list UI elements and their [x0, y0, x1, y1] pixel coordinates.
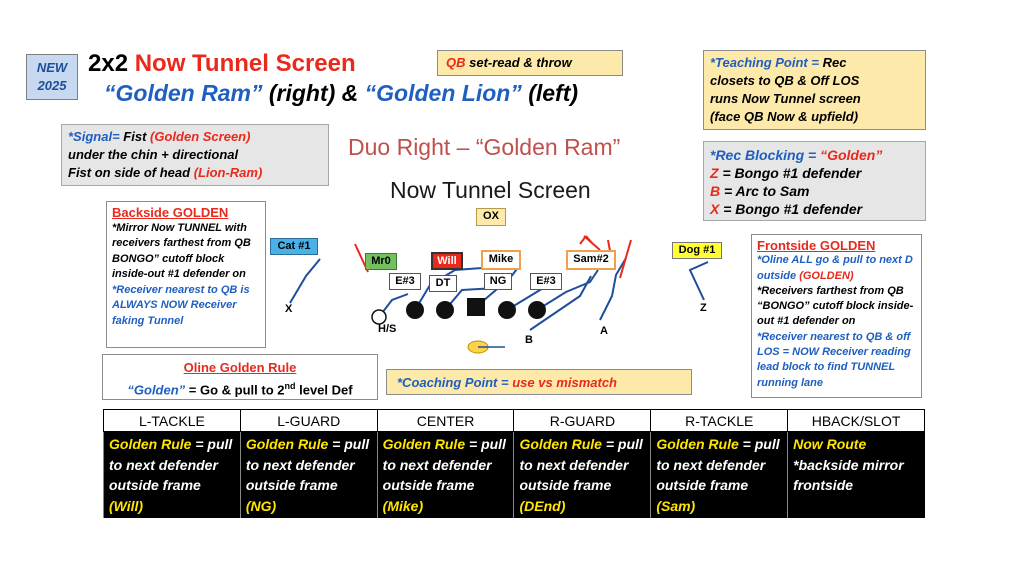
lt-circle: [406, 301, 424, 319]
oline-rule-sup: nd: [284, 381, 296, 391]
coaching-point-text: use vs mismatch: [512, 375, 617, 390]
cell-target: (Mike): [382, 497, 424, 514]
coaching-point-label: *Coaching Point =: [397, 375, 509, 390]
table-cell: [104, 432, 241, 519]
def-line-right: [620, 240, 631, 278]
cell-target: (NG): [245, 497, 277, 514]
table-header: R-TACKLE: [651, 410, 788, 432]
z-receiver-label: Z: [700, 302, 707, 314]
teaching-point-text3: runs Now Tunnel screen: [710, 91, 861, 106]
table-header-row: [104, 410, 925, 432]
formation-title: Duo Right – “Golden Ram”: [348, 134, 621, 160]
rec-z-key: Z: [710, 165, 719, 181]
play-subtitle: Now Tunnel Screen: [390, 177, 591, 203]
cell-target: (DEnd): [519, 497, 566, 514]
title-play-name: Now Tunnel Screen: [134, 50, 356, 77]
frontside-text2: *Receivers farthest from QB “BONGO” cutoff block inside-out #1 defender on: [757, 284, 914, 328]
cell-rest: = pull to next defender outside frame: [382, 436, 506, 493]
a-label: A: [600, 325, 608, 337]
title-lion-side: (left): [528, 80, 579, 106]
oline-rule-header: Oline Golden Rule: [183, 360, 297, 375]
badge-line2: 2025: [37, 78, 67, 93]
frontside-text1: *Oline ALL go & pull to next D outside: [757, 254, 913, 282]
e3-left-label: E#3: [389, 273, 421, 290]
title-ram-side: (right) &: [268, 80, 359, 106]
table-cell: [788, 432, 925, 519]
rec-blocking-label: *Rec Blocking =: [710, 147, 817, 163]
cell-target: (Will): [109, 497, 144, 514]
rec-b-key: B: [710, 183, 721, 199]
cell-rule: Now Route: [793, 436, 867, 452]
offensive-line: [406, 298, 546, 319]
signal-lion-ram: (Lion-Ram): [193, 165, 263, 180]
cell-rule: Golden Rule: [519, 436, 602, 452]
cell-rule: Golden Rule: [245, 436, 329, 452]
oline-rule-text2: level Def: [295, 382, 353, 398]
signal-line2: under the chin + directional: [68, 147, 239, 162]
cell-rule: Golden Rule: [382, 436, 466, 452]
oline-rule-golden: “Golden”: [127, 382, 186, 398]
rec-blocking-golden: “Golden”: [820, 147, 883, 163]
sam-label: Sam#2: [566, 250, 616, 270]
cell-rest: = pull to next defender outside frame: [109, 436, 233, 493]
cell-rule: Golden Rule: [656, 436, 739, 452]
table-header: CENTER: [377, 410, 514, 432]
rt-circle: [528, 301, 546, 319]
z-route: [690, 262, 708, 300]
will-label: Will: [431, 252, 463, 270]
rec-x-key: X: [710, 201, 720, 217]
table-row: [104, 432, 925, 519]
e3-right-label: E#3: [530, 273, 562, 290]
title-ram: “Golden Ram”: [104, 80, 263, 106]
table-header: R-GUARD: [514, 410, 651, 432]
mr0-label: Mr0: [365, 253, 397, 270]
backside-text1: *Mirror Now TUNNEL with receivers farthest from QB BONGO” cutoff block inside-out #1 defender on: [112, 221, 251, 280]
center-square: [467, 298, 485, 316]
ng-label: NG: [484, 273, 512, 290]
title-prefix: 2x2: [88, 50, 129, 77]
rec-b-text: = Arc to Sam: [724, 183, 810, 199]
qb-note-text: set-read & throw: [469, 55, 572, 70]
table-cell: [240, 432, 377, 519]
x-route: [290, 259, 320, 303]
x-receiver-label: X: [285, 303, 293, 315]
backside-header: Backside GOLDEN: [112, 205, 229, 220]
badge-line1: NEW: [36, 60, 68, 75]
oline-rule-text: = Go & pull to 2: [188, 382, 285, 398]
cell-rule: Golden Rule: [109, 436, 192, 452]
dt-label: DT: [429, 275, 457, 292]
teaching-point-text4: (face QB Now & upfield): [710, 109, 859, 124]
cell-rest: = pull to next defender outside frame: [656, 436, 780, 493]
cell-target: (Sam): [656, 497, 696, 514]
hs-circle: [372, 310, 386, 324]
rec-z-text: = Bongo #1 defender: [722, 165, 862, 181]
teaching-point-text1: Rec: [822, 55, 847, 70]
backside-text2: *Receiver nearest to QB is ALWAYS NOW Receiver faking Tunnel: [112, 283, 250, 327]
dog-label: Dog #1: [672, 242, 722, 259]
rg-circle: [498, 301, 516, 319]
teaching-point-text2: closets to QB & Off LOS: [710, 73, 860, 88]
b-label: B: [525, 334, 533, 346]
rec-x-text: = Bongo #1 defender: [723, 201, 863, 217]
signal-screen: (Golden Screen): [150, 129, 251, 144]
signal-line3: Fist on side of head: [68, 165, 191, 180]
table-cell: [377, 432, 514, 519]
frontside-golden: (GOLDEN): [799, 269, 854, 282]
table-header: L-TACKLE: [104, 410, 241, 432]
ox-label: OX: [476, 208, 506, 226]
cat-label: Cat #1: [270, 238, 318, 255]
frontside-text3: *Receiver nearest to QB & off LOS = NOW Receiver reading lead block to find TUNNEL running lane: [757, 330, 911, 389]
teaching-point-label: *Teaching Point =: [710, 55, 819, 70]
mike-label: Mike: [481, 250, 521, 270]
signal-label: *Signal=: [68, 129, 120, 144]
lg-circle: [436, 301, 454, 319]
signal-fist: Fist: [123, 129, 147, 144]
cell-rest: = pull to next defender outside frame: [245, 436, 370, 493]
frontside-header: Frontside GOLDEN: [757, 238, 876, 253]
table-cell: [514, 432, 651, 519]
title-lion: “Golden Lion”: [364, 80, 522, 106]
oline-rules-table: [103, 409, 925, 518]
cell-rest: = pull to next defender outside frame: [519, 436, 643, 493]
hs-label: H/S: [378, 323, 397, 335]
sam-arrow: [580, 236, 592, 244]
table-cell: [651, 432, 788, 519]
table-header: HBACK/SLOT: [788, 410, 925, 432]
qb-note-label: QB: [446, 55, 466, 70]
table-header: L-GUARD: [240, 410, 377, 432]
cell-rest: *backside mirror frontside: [793, 456, 904, 493]
